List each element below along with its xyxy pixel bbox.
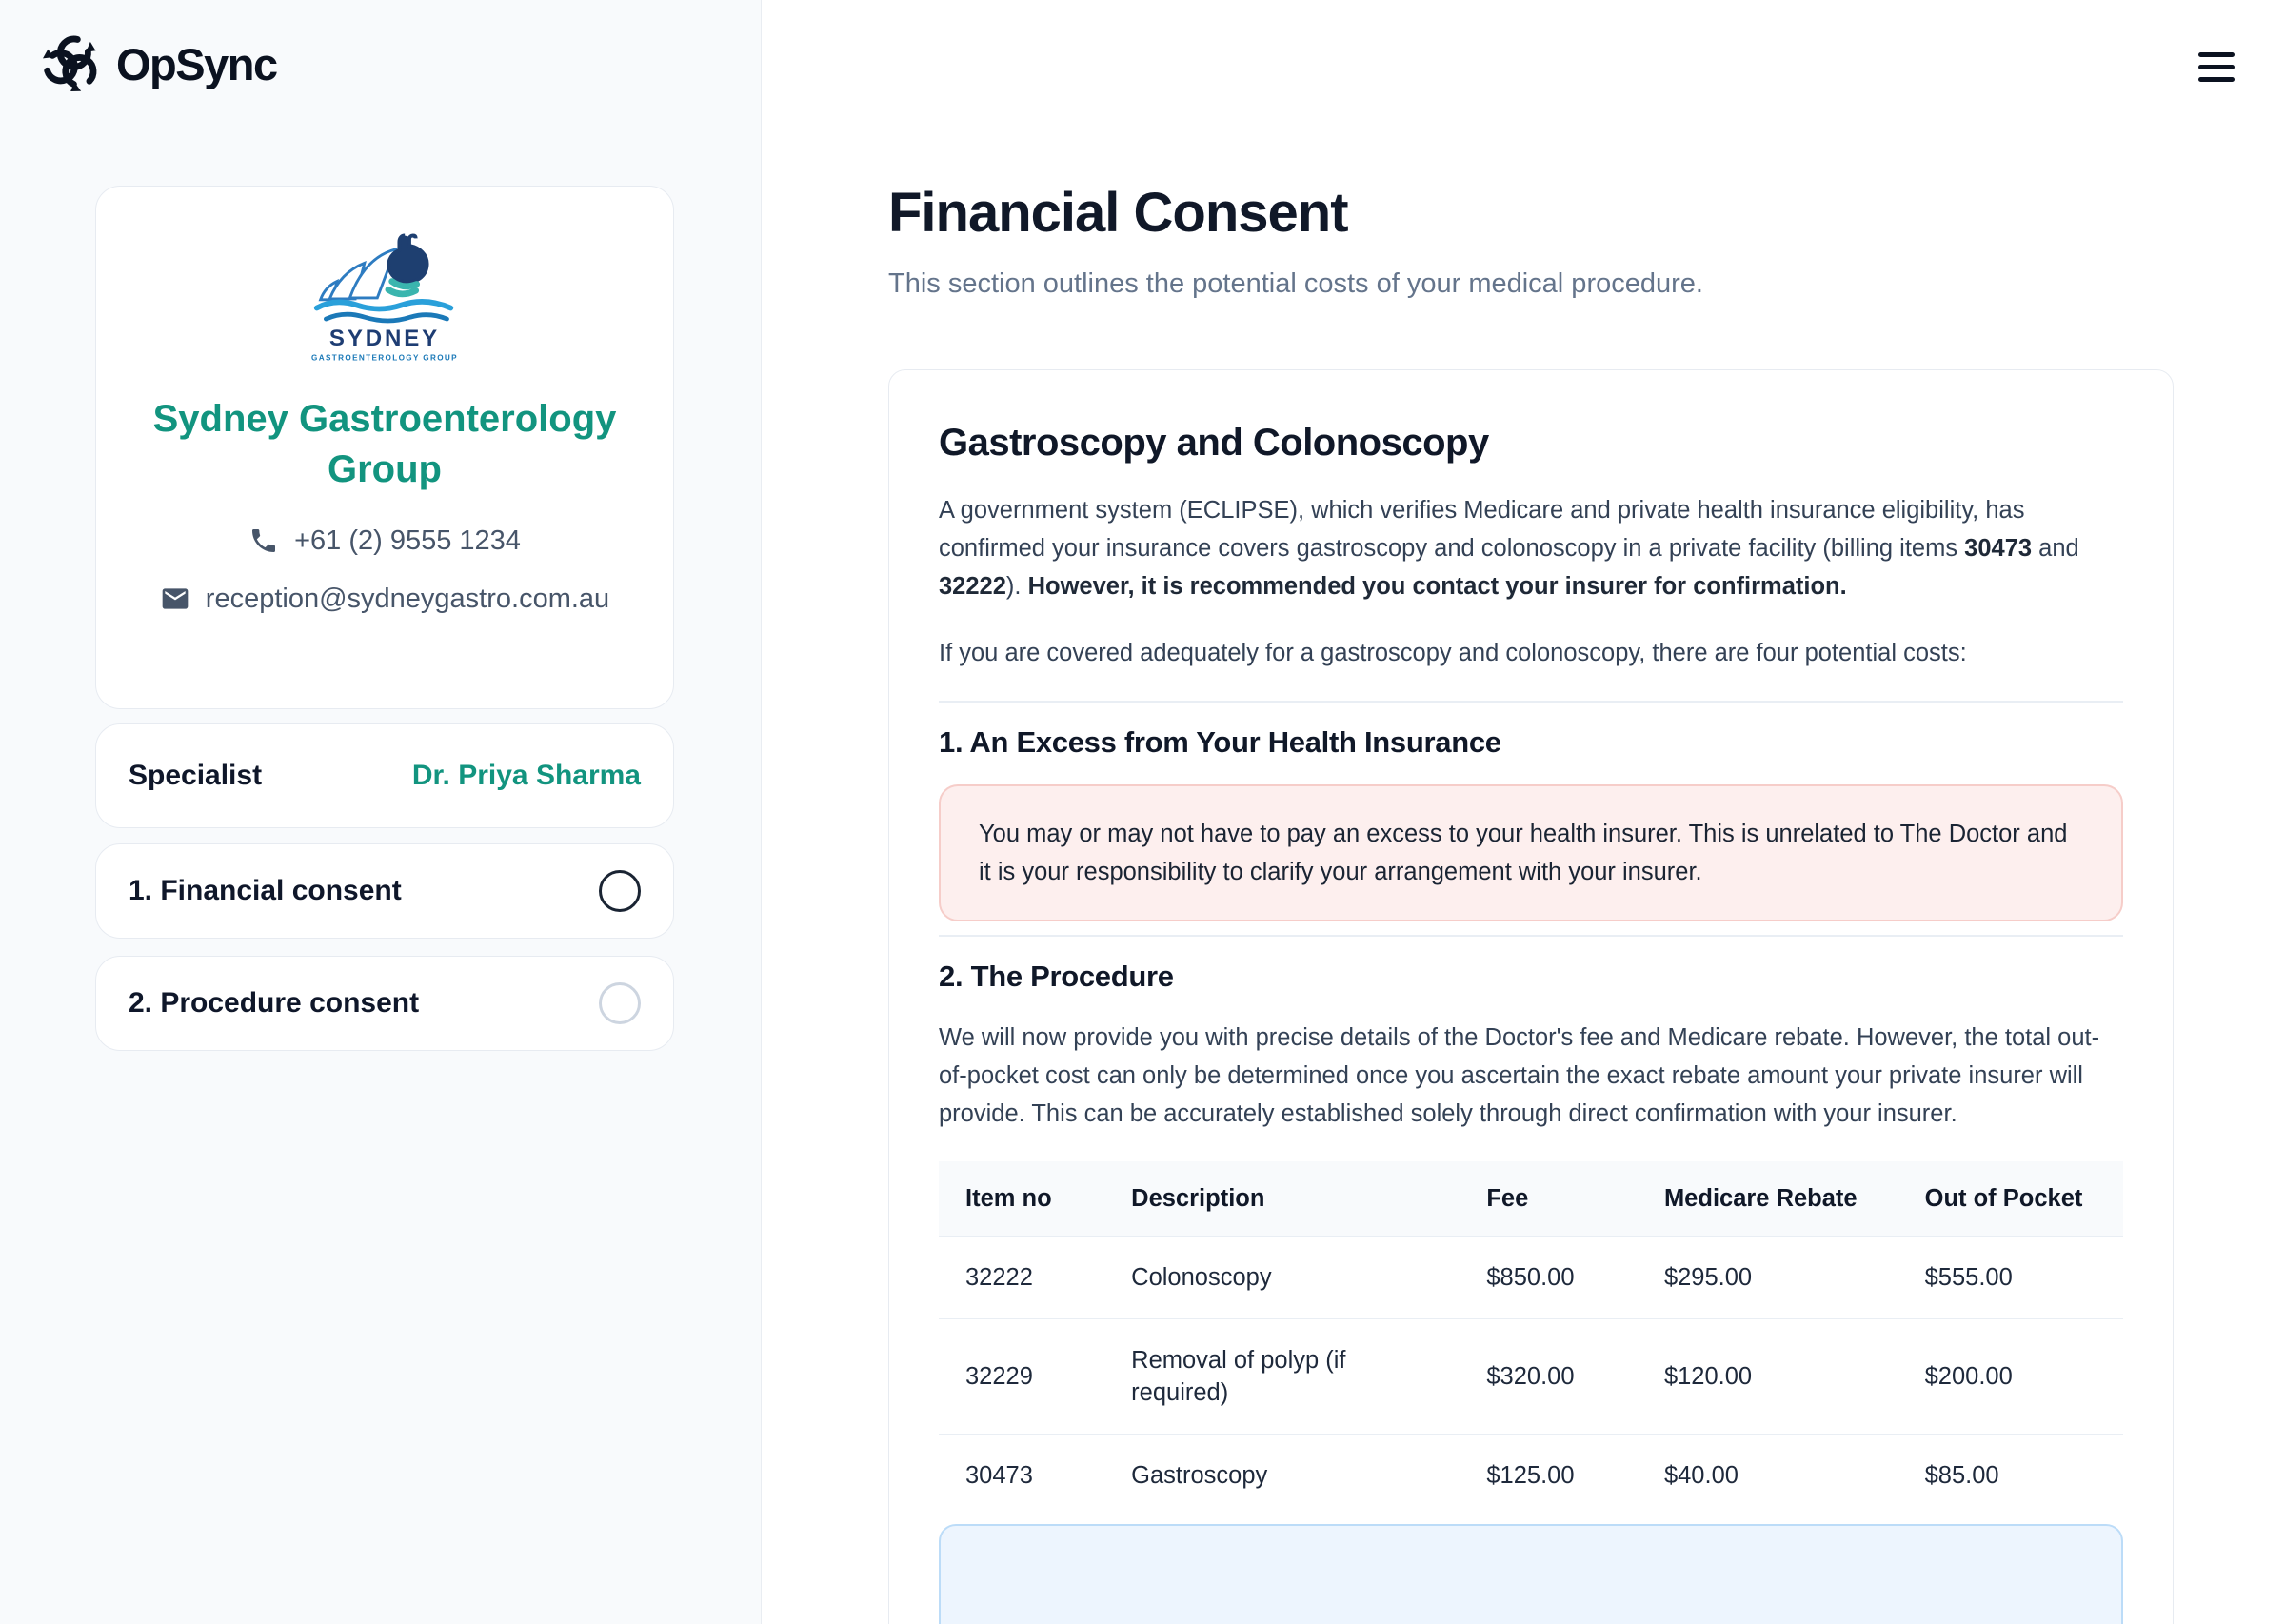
clinic-email: reception@sydneygastro.com.au [205,583,610,614]
fees-table-body [939,1237,2123,1517]
app-logo [34,27,277,101]
empty-circle-dark [599,870,641,912]
table-cell: 30473 [939,1435,1104,1517]
clinic-logo-word: SYDNEY [328,325,441,351]
phone-icon [248,525,279,556]
eclipse-paragraph: A government system (ECLIPSE), which verifies Medicare and private health insurance eligibility, has confirmed your insurance covers gastroscopy and colonoscopy in a private facility (billing items 30473 and 32222). However, it is recommended you contact your insurer for confirmation. [939,497,2079,600]
divider [939,935,2123,937]
table-cell: $850.00 [1460,1237,1638,1319]
info-box [939,1524,2123,1624]
fees-table-header [939,1161,2123,1237]
table-row [939,1319,2123,1435]
sidebar-item-procedure-consent[interactable] [95,956,674,1051]
empty-circle-light [599,982,641,1024]
table-cell: $555.00 [1898,1237,2123,1319]
table-cell: $40.00 [1638,1435,1898,1517]
table-cell: $85.00 [1898,1435,2123,1517]
specialist-card [95,723,674,828]
sidebar [0,0,762,1624]
column-header: Item no [965,1185,1052,1212]
specialist-label: Specialist [129,760,263,791]
table-header-row [939,1161,2123,1237]
table-cell: $125.00 [1460,1435,1638,1517]
table-cell: Removal of polyp (if required) [1104,1319,1460,1435]
sidebar-item-financial-consent[interactable] [95,843,674,939]
clinic-logo-subword: GASTROENTEROLOGY GROUP [311,353,458,363]
mail-icon [160,584,190,614]
table-cell: $200.00 [1898,1319,2123,1435]
step-label: 2. Procedure consent [129,987,420,1019]
clinic-phone-row[interactable] [96,525,673,557]
hamburger-menu-icon[interactable] [2198,52,2235,82]
table-row [939,1237,2123,1319]
table-cell: 32222 [939,1237,1104,1319]
menu-bar [2198,65,2235,69]
table-cell: Gastroscopy [1104,1435,1460,1517]
excess-alert-box [939,784,2123,921]
table-cell: $295.00 [1638,1237,1898,1319]
column-header: Out of Pocket [1924,1185,2083,1212]
section-title-excess: 1. An Excess from Your Health Insurance [939,725,1501,759]
step-label: 1. Financial consent [129,875,402,906]
clinic-card [95,186,674,709]
clinic-phone: +61 (2) 9555 1234 [294,525,521,556]
divider [939,701,2123,703]
table-cell: $120.00 [1638,1319,1898,1435]
procedure-heading: Gastroscopy and Colonoscopy [939,422,1489,464]
app-name: OpSync [116,38,277,89]
table-row [939,1435,2123,1517]
menu-bar [2198,77,2235,82]
page-title: Financial Consent [888,182,1348,244]
clinic-name: Sydney Gastroenterology Group [152,398,617,490]
excess-alert-text: You may or may not have to pay an excess to your health insurer. This is unrelated to The Doctor and it is your responsibility to clarify your arrangement with your insurer. [979,821,2068,885]
clinic-email-row[interactable] [96,584,673,615]
table-cell: 32229 [939,1319,1104,1435]
clinic-logo-image [311,221,458,371]
page-subtitle: This section outlines the potential costs of your medical procedure. [888,268,1703,299]
section-title-procedure: 2. The Procedure [939,960,1174,993]
opsync-knot-icon [34,27,109,101]
menu-bar [2198,52,2235,57]
specialist-value: Dr. Priya Sharma [411,760,641,791]
table-cell: $320.00 [1460,1319,1638,1435]
procedure-paragraph: We will now provide you with precise details of the Doctor's fee and Medicare rebate. However, the total out-of-pocket cost can only be determined once you ascertain the exact rebate amount your private insurer will provide. This can be accurately established solely through direct confirmation with your insurer. [939,1024,2100,1127]
financial-consent-card [888,369,2174,1624]
fees-table [939,1161,2123,1516]
covered-line: If you are covered adequately for a gastroscopy and colonoscopy, there are four potential costs: [939,640,1967,666]
column-header: Medicare Rebate [1663,1185,1858,1212]
column-header: Fee [1486,1185,1529,1212]
column-header: Description [1131,1185,1265,1212]
table-cell: Colonoscopy [1104,1237,1460,1319]
